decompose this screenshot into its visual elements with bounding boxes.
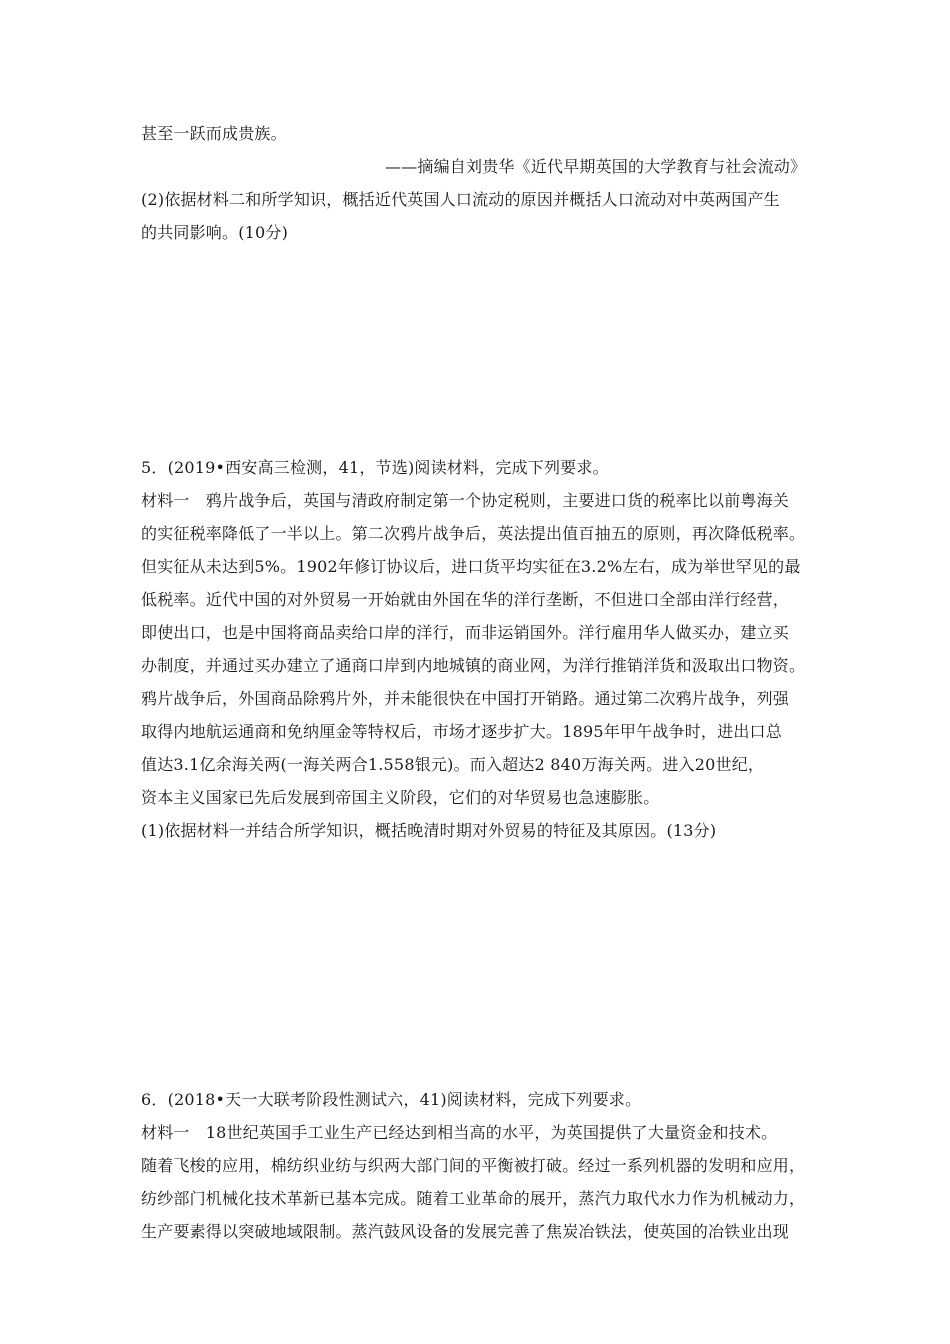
- q4-material-tail: 甚至一跃而成贵族。: [141, 124, 287, 143]
- q5-material-line: 的实征税率降低了一半以上。第二次鸦片战争后，英法提出值百抽五的原则，再次降低税率。: [141, 524, 806, 543]
- q5-material-line: 鸦片战争后，外国商品除鸦片外，并未能很快在中国打开销路。通过第二次鸦片战争，列强: [141, 689, 790, 708]
- q5-material-line: 取得内地航运通商和免纳厘金等特权后，市场才逐步扩大。1895年甲午战争时，进出口总: [141, 722, 782, 741]
- q5-question-1: (1)依据材料一并结合所学知识，概括晚清时期对外贸易的特征及其原因。(13分): [141, 821, 717, 840]
- q6-material-line: 随着飞梭的应用，棉纺织业纺与织两大部门间的平衡被打破。经过一系列机器的发明和应用，: [141, 1156, 806, 1175]
- q5-material-line: 材料一 鸦片战争后，英国与清政府制定第一个协定税则，主要进口货的税率比以前粤海关: [141, 491, 790, 510]
- q5-material-line: 资本主义国家已先后发展到帝国主义阶段，它们的对华贸易也急速膨胀。: [141, 788, 660, 807]
- q5-material-line: 低税率。近代中国的对外贸易一开始就由外国在华的洋行垄断，不但进口全部由洋行经营，: [141, 590, 790, 609]
- q4-question-2-line1: (2)依据材料二和所学知识，概括近代英国人口流动的原因并概括人口流动对中英两国产生: [141, 190, 780, 209]
- q5-material-line: 值达3.1亿余海关两(一海关两合1.558银元)。而入超达2 840万海关两。进入20世纪，: [141, 755, 765, 774]
- q6-material-line: 生产要素得以突破地域限制。蒸汽鼓风设备的发展完善了焦炭冶铁法，使英国的冶铁业出现: [141, 1222, 790, 1241]
- q6-header: 6．(2018•天一大联考阶段性测试六，41)阅读材料，完成下列要求。: [141, 1090, 642, 1109]
- q5-material-line: 但实征从未达到5%。1902年修订协议后，进口货平均实征在3.2%左右，成为举世罕见的最: [141, 557, 801, 576]
- q5-header: 5．(2019•西安高三检测，41，节选)阅读材料，完成下列要求。: [141, 458, 609, 477]
- q4-source-citation: ——摘编自刘贵华《近代早期英国的大学教育与社会流动》: [385, 157, 807, 176]
- q6-material-line: 材料一 18世纪英国手工业生产已经达到相当高的水平，为英国提供了大量资金和技术。: [141, 1123, 778, 1142]
- q5-material-line: 即使出口，也是中国将商品卖给口岸的洋行，而非运销国外。洋行雇用华人做买办，建立买: [141, 623, 790, 642]
- q5-material-line: 办制度，并通过买办建立了通商口岸到内地城镇的商业网，为洋行推销洋货和汲取出口物资。: [141, 656, 806, 675]
- q4-question-2-line2: 的共同影响。(10分): [141, 223, 289, 242]
- q6-material-line: 纺纱部门机械化技术革新已基本完成。随着工业革命的展开，蒸汽力取代水力作为机械动力，: [141, 1189, 806, 1208]
